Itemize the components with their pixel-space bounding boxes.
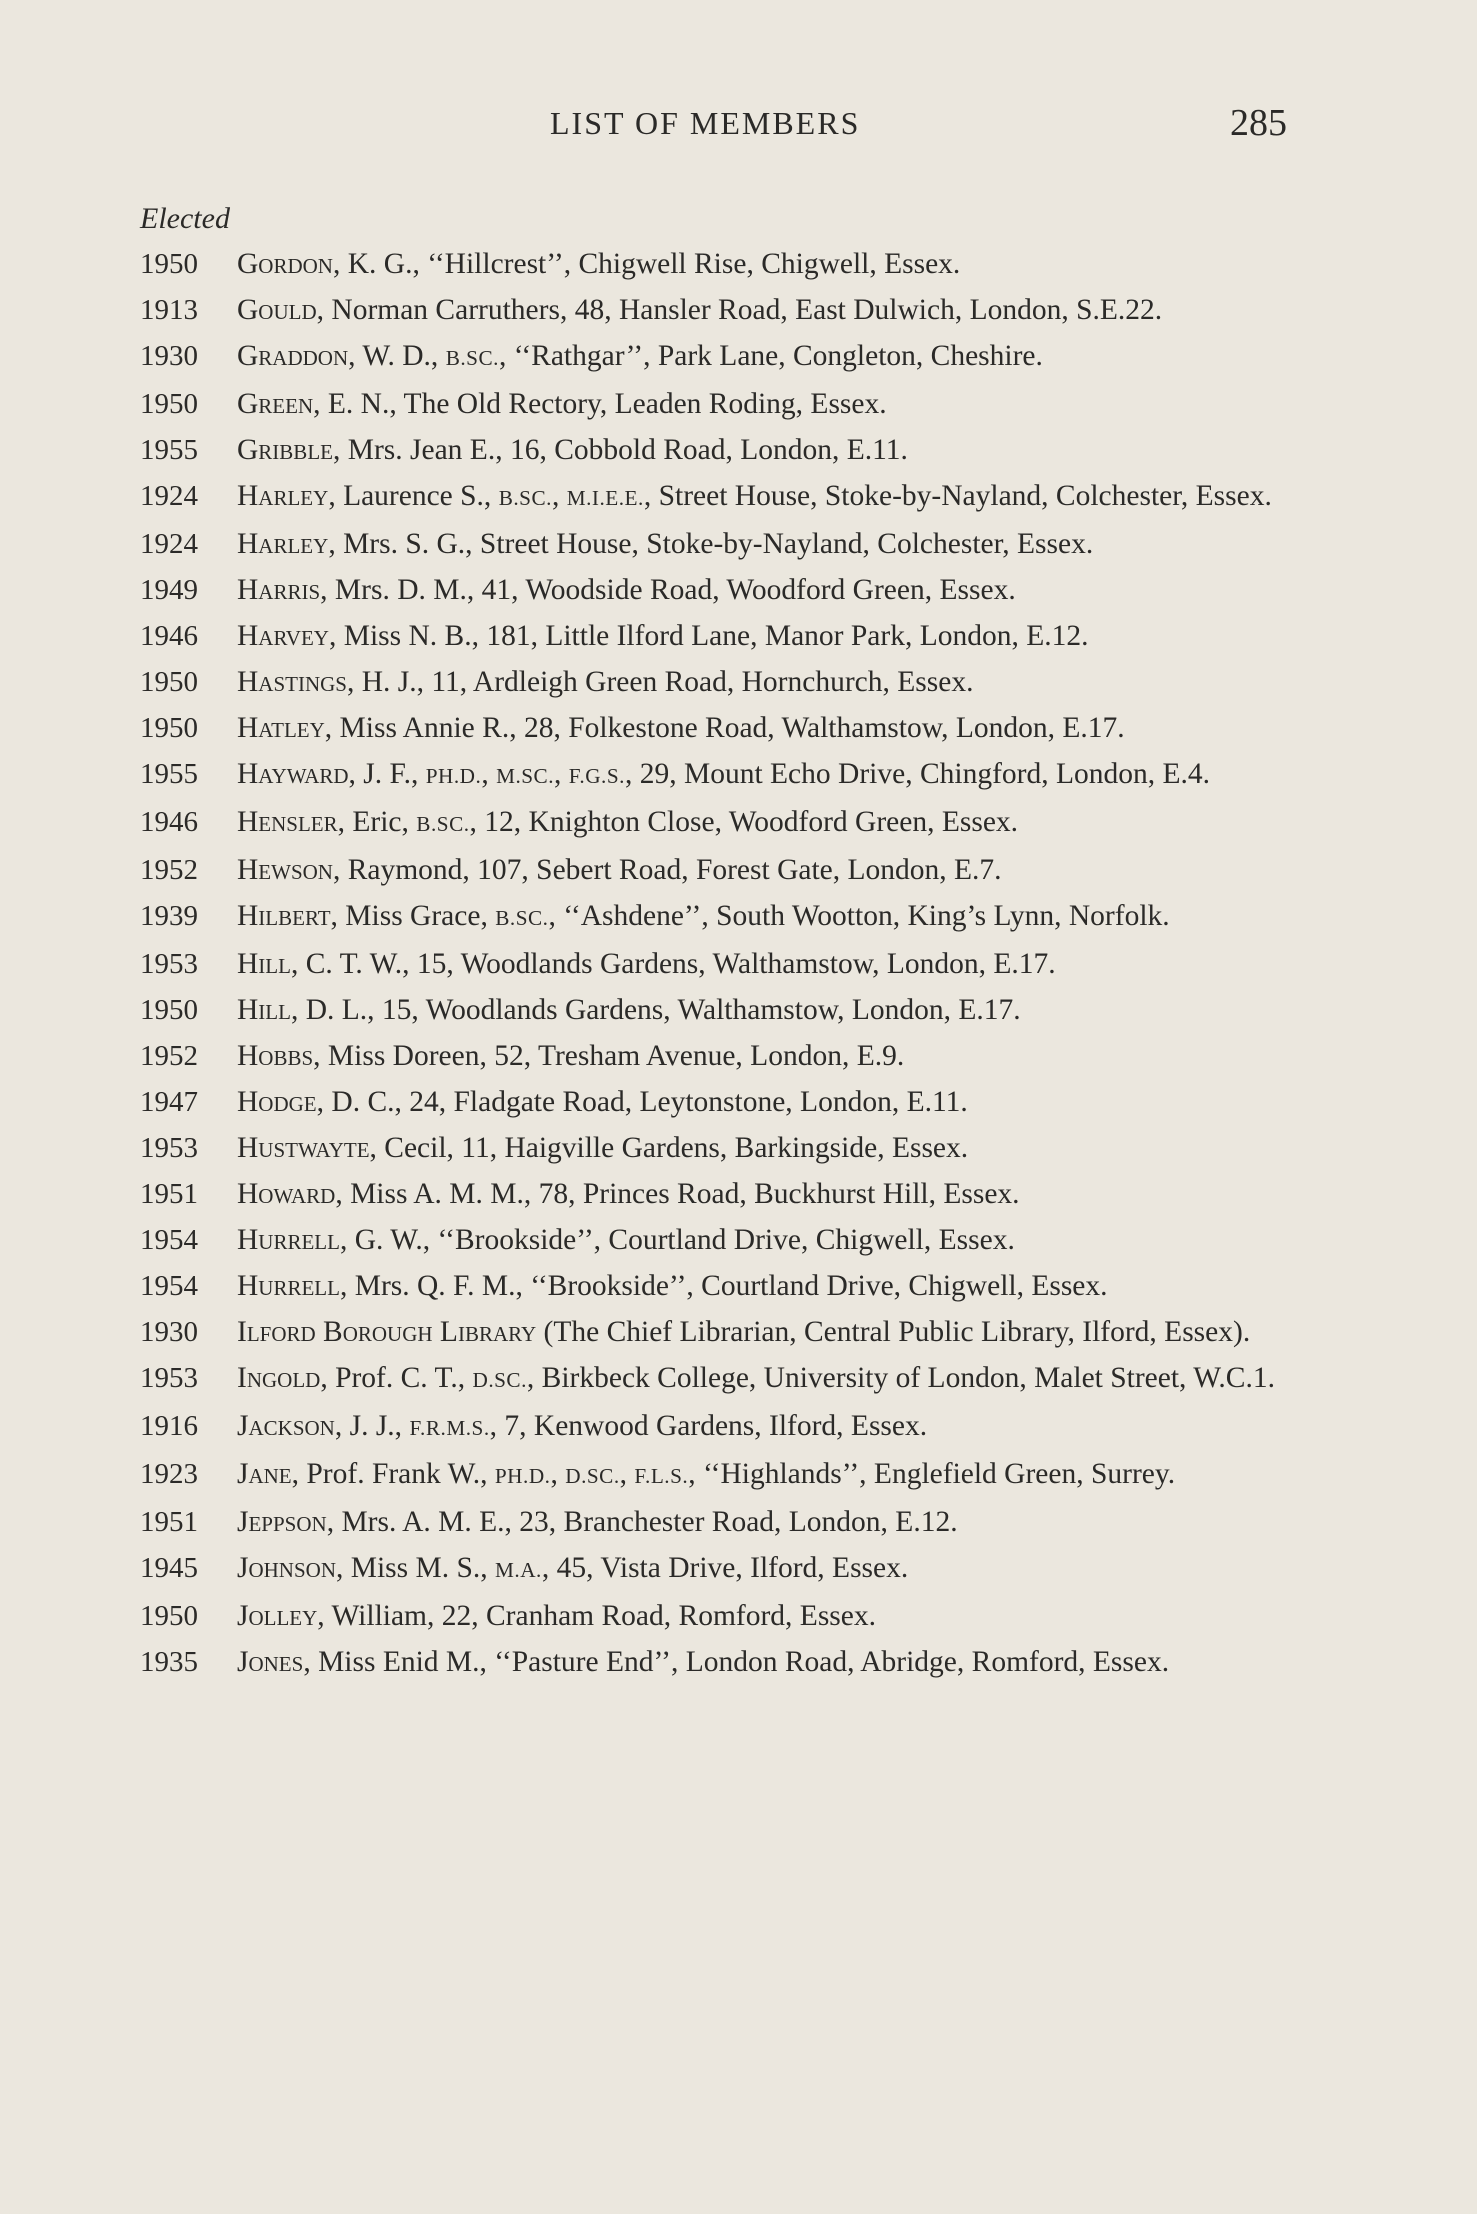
member-entry xyxy=(140,1037,1290,1076)
member-details xyxy=(237,1175,1290,1214)
member-address: , C. T. W., 15, Woodlands Gardens, Walthamstow, London, E.17. xyxy=(290,948,1056,980)
member-surname: Gordon xyxy=(237,248,333,280)
member-details xyxy=(237,571,1290,610)
member-address: , Miss A. M. M., 78, Princes Road, Buckhurst Hill, Essex. xyxy=(335,1178,1020,1210)
elected-year: 1952 xyxy=(140,1040,198,1072)
elected-year: 1939 xyxy=(140,900,198,932)
member-address: , Miss Annie R., 28, Folkestone Road, Walthamstow, London, E.17. xyxy=(324,712,1125,744)
elected-year: 1950 xyxy=(140,712,198,744)
member-entry xyxy=(140,709,1290,748)
member-entry xyxy=(140,851,1290,890)
member-entry xyxy=(140,1503,1290,1542)
member-surname: Hatley xyxy=(237,712,325,744)
elected-year: 1955 xyxy=(140,758,198,790)
member-details xyxy=(237,1267,1290,1306)
member-details xyxy=(237,851,1290,890)
member-surname: Hustwayte xyxy=(237,1132,370,1164)
elected-year: 1913 xyxy=(140,294,198,326)
member-surname: Hodge xyxy=(237,1086,317,1118)
member-surname: Ilford Borough Library xyxy=(237,1316,537,1348)
elected-year: 1930 xyxy=(140,1316,198,1348)
member-entry xyxy=(140,1313,1290,1352)
member-surname: Hill xyxy=(237,948,291,980)
member-entry xyxy=(140,803,1290,844)
elected-year: 1924 xyxy=(140,528,198,560)
member-surname: Harley xyxy=(237,480,329,512)
member-address: , J. J., F.R.M.S., 7, Kenwood Gardens, Ilford, Essex. xyxy=(334,1410,928,1442)
member-surname: Hewson xyxy=(237,854,333,886)
elected-year: 1953 xyxy=(140,1132,198,1164)
member-address: , Laurence S., B.SC., M.I.E.E., Street House, Stoke-by-Nayland, Colchester, Essex. xyxy=(328,480,1272,512)
member-surname: Hurrell xyxy=(237,1224,340,1256)
member-address: , Mrs. A. M. E., 23, Branchester Road, London, E.12. xyxy=(326,1506,958,1538)
member-entry xyxy=(140,1175,1290,1214)
member-entry xyxy=(140,617,1290,656)
member-details xyxy=(237,337,1290,378)
member-details xyxy=(237,477,1290,518)
member-details xyxy=(237,1037,1290,1076)
member-entry xyxy=(140,897,1290,938)
elected-year: 1950 xyxy=(140,666,198,698)
elected-year: 1952 xyxy=(140,854,198,886)
member-details xyxy=(237,803,1290,844)
member-address: , Norman Carruthers, 48, Hansler Road, East Dulwich, London, S.E.22. xyxy=(316,294,1163,326)
elected-year: 1924 xyxy=(140,480,198,512)
elected-year: 1951 xyxy=(140,1178,198,1210)
member-surname: Green xyxy=(237,388,314,420)
member-surname: Hayward xyxy=(237,758,349,790)
elected-year: 1947 xyxy=(140,1086,198,1118)
member-address: , Eric, B.SC., 12, Knighton Close, Woodford Green, Essex. xyxy=(337,806,1019,838)
elected-year: 1954 xyxy=(140,1270,198,1302)
member-surname: Hurrell xyxy=(237,1270,340,1302)
member-details xyxy=(237,431,1290,470)
member-address: , Miss M. S., M.A., 45, Vista Drive, Ilford, Essex. xyxy=(336,1552,909,1584)
member-details xyxy=(237,1083,1290,1122)
member-surname: Hobbs xyxy=(237,1040,314,1072)
elected-year: 1949 xyxy=(140,574,198,606)
member-surname: Hill xyxy=(237,994,291,1026)
member-surname: Jones xyxy=(237,1646,304,1678)
member-surname: Gould xyxy=(237,294,317,326)
member-address: , G. W., ‘‘Brookside’’, Courtland Drive, Chigwell, Essex. xyxy=(339,1224,1015,1256)
member-entry xyxy=(140,1549,1290,1590)
member-details xyxy=(237,617,1290,656)
member-entry xyxy=(140,337,1290,378)
member-entry xyxy=(140,1221,1290,1260)
member-surname: Jeppson xyxy=(237,1506,327,1538)
page-header xyxy=(0,102,1477,155)
member-address: , Prof. Frank W., PH.D., D.SC., F.L.S., ‘‘Highlands’’, Englefield Green, Surrey. xyxy=(291,1458,1176,1490)
elected-year: 1953 xyxy=(140,1362,198,1394)
member-details xyxy=(237,1597,1290,1636)
elected-year: 1945 xyxy=(140,1552,198,1584)
member-address: , Miss Grace, B.SC., ‘‘Ashdene’’, South Wootton, King’s Lynn, Norfolk. xyxy=(330,900,1170,932)
member-address: , D. L., 15, Woodlands Gardens, Walthamstow, London, E.17. xyxy=(290,994,1021,1026)
elected-year: 1946 xyxy=(140,806,198,838)
member-entry xyxy=(140,245,1290,284)
member-details xyxy=(237,709,1290,748)
elected-year: 1953 xyxy=(140,948,198,980)
member-entry xyxy=(140,385,1290,424)
member-address: , Raymond, 107, Sebert Road, Forest Gate, London, E.7. xyxy=(332,854,1002,886)
member-details xyxy=(237,1455,1290,1496)
elected-column-label: Elected xyxy=(140,202,230,235)
member-address: , E. N., The Old Rectory, Leaden Roding, Essex. xyxy=(313,388,887,420)
member-entry xyxy=(140,431,1290,470)
member-surname: Graddon xyxy=(237,340,349,372)
member-surname: Hilbert xyxy=(237,900,331,932)
member-entry xyxy=(140,1455,1290,1496)
member-address: , H. J., 11, Ardleigh Green Road, Hornchurch, Essex. xyxy=(346,666,974,698)
elected-year: 1923 xyxy=(140,1458,198,1490)
member-address: , Miss N. B., 181, Little Ilford Lane, Manor Park, London, E.12. xyxy=(328,620,1089,652)
member-details xyxy=(237,755,1290,796)
member-entry xyxy=(140,1267,1290,1306)
member-details xyxy=(237,1407,1290,1448)
elected-year: 1950 xyxy=(140,388,198,420)
member-address: , Mrs. Jean E., 16, Cobbold Road, London, E.11. xyxy=(332,434,908,466)
elected-year: 1935 xyxy=(140,1646,198,1678)
page-number: 285 xyxy=(1230,102,1287,144)
member-surname: Johnson xyxy=(237,1552,336,1584)
member-details xyxy=(237,245,1290,284)
member-surname: Hensler xyxy=(237,806,338,838)
member-details xyxy=(237,1129,1290,1168)
elected-year: 1950 xyxy=(140,248,198,280)
member-details xyxy=(237,663,1290,702)
member-surname: Howard xyxy=(237,1178,336,1210)
member-surname: Jolley xyxy=(237,1600,318,1632)
member-entry xyxy=(140,1597,1290,1636)
member-surname: Harris xyxy=(237,574,321,606)
member-address: , Miss Enid M., ‘‘Pasture End’’, London Road, Abridge, Romford, Essex. xyxy=(303,1646,1170,1678)
member-details xyxy=(237,1503,1290,1542)
elected-year: 1950 xyxy=(140,994,198,1026)
member-entry xyxy=(140,663,1290,702)
member-address: , Mrs. Q. F. M., ‘‘Brookside’’, Courtland Drive, Chigwell, Essex. xyxy=(339,1270,1108,1302)
member-entry xyxy=(140,291,1290,330)
elected-year: 1955 xyxy=(140,434,198,466)
member-entry xyxy=(140,1643,1290,1682)
member-address: , Cecil, 11, Haigville Gardens, Barkingside, Essex. xyxy=(369,1132,969,1164)
member-entry xyxy=(140,571,1290,610)
member-entry xyxy=(140,1359,1290,1400)
member-details xyxy=(237,1313,1290,1352)
member-entry xyxy=(140,755,1290,796)
elected-year: 1950 xyxy=(140,1600,198,1632)
member-details xyxy=(237,897,1290,938)
member-entry xyxy=(140,1129,1290,1168)
member-details xyxy=(237,1549,1290,1590)
elected-year: 1951 xyxy=(140,1506,198,1538)
member-entry xyxy=(140,1407,1290,1448)
member-address: , William, 22, Cranham Road, Romford, Essex. xyxy=(317,1600,876,1632)
member-address: , Miss Doreen, 52, Tresham Avenue, London, E.9. xyxy=(313,1040,905,1072)
running-title: LIST OF MEMBERS xyxy=(550,105,861,141)
member-details xyxy=(237,1359,1290,1400)
member-details xyxy=(237,525,1290,564)
member-entry xyxy=(140,525,1290,564)
member-surname: Jackson xyxy=(237,1410,335,1442)
elected-year: 1930 xyxy=(140,340,198,372)
member-address: , J. F., PH.D., M.SC., F.G.S., 29, Mount Echo Drive, Chingford, London, E.4. xyxy=(348,758,1211,790)
elected-year: 1916 xyxy=(140,1410,198,1442)
member-address: , W. D., B.SC., ‘‘Rathgar’’, Park Lane, Congleton, Cheshire. xyxy=(348,340,1043,372)
member-address: , Prof. C. T., D.SC., Birkbeck College, University of London, Malet Street, W.C.1. xyxy=(320,1362,1275,1394)
elected-year: 1954 xyxy=(140,1224,198,1256)
elected-year: 1946 xyxy=(140,620,198,652)
member-details xyxy=(237,945,1290,984)
member-surname: Jane xyxy=(237,1458,292,1490)
member-surname: Gribble xyxy=(237,434,333,466)
member-details xyxy=(237,1221,1290,1260)
member-entry xyxy=(140,1083,1290,1122)
member-details xyxy=(237,991,1290,1030)
member-surname: Harley xyxy=(237,528,329,560)
member-details xyxy=(237,1643,1290,1682)
member-surname: Ingold xyxy=(237,1362,321,1394)
member-list xyxy=(140,245,1290,1689)
member-details xyxy=(237,385,1290,424)
member-address: (The Chief Librarian, Central Public Library, Ilford, Essex). xyxy=(536,1316,1251,1348)
member-address: , Mrs. D. M., 41, Woodside Road, Woodford Green, Essex. xyxy=(320,574,1016,606)
member-details xyxy=(237,291,1290,330)
member-entry xyxy=(140,991,1290,1030)
member-address: , D. C., 24, Fladgate Road, Leytonstone, London, E.11. xyxy=(316,1086,968,1118)
member-surname: Hastings xyxy=(237,666,347,698)
member-address: , Mrs. S. G., Street House, Stoke-by-Nayland, Colchester, Essex. xyxy=(328,528,1094,560)
member-entry xyxy=(140,477,1290,518)
member-surname: Harvey xyxy=(237,620,329,652)
member-address: , K. G., ‘‘Hillcrest’’, Chigwell Rise, Chigwell, Essex. xyxy=(332,248,961,280)
member-entry xyxy=(140,945,1290,984)
